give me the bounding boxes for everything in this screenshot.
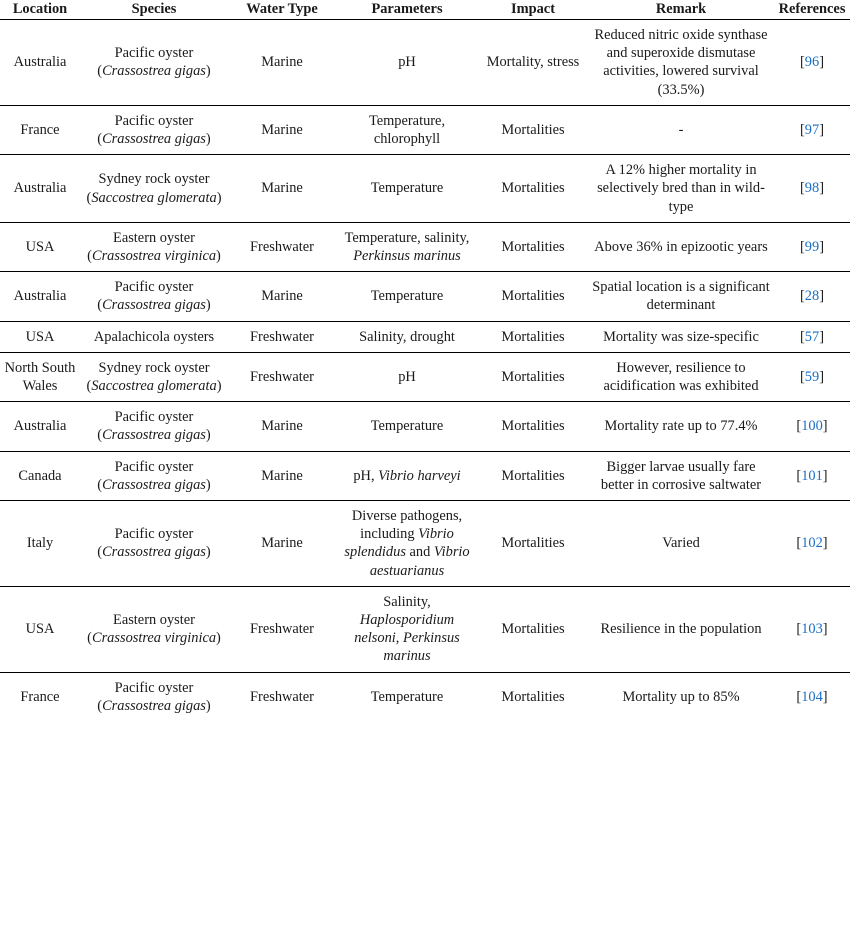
parameters-cell <box>336 672 478 721</box>
species-paren-open: ( <box>97 697 103 714</box>
species-paren-close: ) <box>216 189 222 206</box>
parameters-cell <box>336 20 478 106</box>
water-type-cell: Freshwater <box>228 586 336 672</box>
species-cell <box>80 105 228 154</box>
parameter-text: Temperature, salinity, <box>344 229 470 246</box>
remark-cell: Mortality rate up to 77.4% <box>588 402 774 451</box>
parameter-text: Temperature, chlorophyll <box>368 112 446 148</box>
species-scientific-name: Crassostrea virginica <box>91 630 217 647</box>
species-paren-close: ) <box>205 697 211 714</box>
parameter-text: Temperature <box>370 418 444 435</box>
species-common-name: Sydney rock oyster <box>98 171 210 188</box>
location-cell: Italy <box>0 501 80 587</box>
species-paren-close: ) <box>205 544 211 561</box>
parameter-organism: Perkinsus marinus <box>353 248 461 265</box>
species-common-name: Apalachicola oysters <box>93 328 215 345</box>
species-paren-open: ( <box>97 476 103 493</box>
reference-cell: [100] <box>774 402 850 451</box>
species-paren-open: ( <box>97 427 103 444</box>
location-cell: USA <box>0 586 80 672</box>
remark-cell: Varied <box>588 501 774 587</box>
species-common-name: Pacific oyster <box>114 45 194 62</box>
species-paren-open: ( <box>86 189 92 206</box>
reference-cell: [102] <box>774 501 850 587</box>
header-row <box>0 0 850 20</box>
species-scientific-name: Crassostrea gigas <box>102 476 206 493</box>
parameters-cell <box>336 155 478 223</box>
water-type-cell: Marine <box>228 402 336 451</box>
parameter-text: Temperature <box>370 288 444 305</box>
parameters-cell <box>336 451 478 500</box>
parameter-text: pH <box>398 368 416 385</box>
species-common-name: Pacific oyster <box>114 526 194 543</box>
impact-cell: Mortalities <box>478 272 588 321</box>
species-common-name: Pacific oyster <box>114 409 194 426</box>
species-cell <box>80 451 228 500</box>
species-paren-close: ) <box>216 378 222 395</box>
species-paren-close: ) <box>216 630 221 647</box>
water-type-cell: Freshwater <box>228 352 336 401</box>
location-cell: Australia <box>0 272 80 321</box>
table-row <box>0 321 850 352</box>
reference-link[interactable]: 101 <box>801 467 823 484</box>
species-cell <box>80 672 228 721</box>
species-cell <box>80 501 228 587</box>
water-type-cell: Marine <box>228 272 336 321</box>
species-common-name: Pacific oyster <box>114 458 194 475</box>
header-remark: Remark <box>588 0 774 20</box>
reference-cell: [57] <box>774 321 850 352</box>
species-cell <box>80 155 228 223</box>
water-type-cell: Marine <box>228 155 336 223</box>
reference-cell: [96] <box>774 20 850 106</box>
parameter-text: Temperature <box>370 180 444 197</box>
parameter-text: Diverse pathogens, including <box>351 508 463 543</box>
parameters-cell <box>336 402 478 451</box>
reference-link[interactable]: 104 <box>801 688 823 705</box>
reference-cell: [99] <box>774 222 850 271</box>
parameters-cell <box>336 352 478 401</box>
impact-cell: Mortalities <box>478 451 588 500</box>
remark-cell: Resilience in the population <box>588 586 774 672</box>
impact-cell: Mortalities <box>478 586 588 672</box>
species-paren-open: ( <box>87 630 92 647</box>
reference-cell: [28] <box>774 272 850 321</box>
table-row <box>0 352 850 401</box>
remark-cell: - <box>588 105 774 154</box>
species-paren-close: ) <box>205 427 211 444</box>
header-references: References <box>774 0 850 20</box>
water-type-cell: Freshwater <box>228 321 336 352</box>
parameter-text: pH <box>398 54 416 71</box>
impact-cell: Mortalities <box>478 352 588 401</box>
location-cell: Australia <box>0 402 80 451</box>
reference-link[interactable]: 102 <box>801 535 823 552</box>
reference-cell: [104] <box>796 688 828 705</box>
reference-link[interactable]: 100 <box>801 418 823 435</box>
water-type-cell: Marine <box>228 451 336 500</box>
species-paren-close: ) <box>216 248 221 265</box>
parameter-organism: Vibrio harveyi <box>378 467 461 484</box>
impact-cell: Mortalities <box>478 155 588 223</box>
species-paren-open: ( <box>97 131 103 148</box>
remark-cell: Above 36% in epizootic years <box>588 222 774 271</box>
table-row <box>0 451 850 500</box>
header-location: Location <box>0 0 80 20</box>
parameter-text: and <box>405 544 434 561</box>
parameters-cell <box>336 105 478 154</box>
impact-cell: Mortalities <box>478 222 588 271</box>
reference-cell: [103] <box>774 586 850 672</box>
table-row <box>0 501 850 587</box>
header-parameters: Parameters <box>336 0 478 20</box>
species-common-name: Eastern oyster <box>113 612 195 629</box>
parameter-text: Temperature <box>370 688 444 705</box>
impact-cell: Mortalities <box>501 688 565 705</box>
location-cell: Australia <box>0 155 80 223</box>
parameter-organism: Vibrio aestuarianus <box>369 544 470 579</box>
location-cell: Canada <box>0 451 80 500</box>
species-common-name: Pacific oyster <box>114 279 194 296</box>
remark-cell: Bigger larvae usually fare better in corrosive saltwater <box>588 451 774 500</box>
table-row <box>0 672 850 721</box>
reference-link[interactable]: 103 <box>801 621 823 638</box>
species-scientific-name: Saccostrea glomerata <box>91 378 217 395</box>
remark-cell: Mortality up to 85% <box>622 688 740 705</box>
species-paren-close: ) <box>205 63 211 80</box>
species-scientific-name: Crassostrea gigas <box>102 297 206 314</box>
table-row <box>0 222 850 271</box>
remark-cell: However, resilience to acidification was exhibited <box>588 352 774 401</box>
parameter-text: , <box>395 630 403 647</box>
parameters-cell <box>336 501 478 587</box>
table-row <box>0 272 850 321</box>
reference-cell: [101] <box>774 451 850 500</box>
location-cell: North South Wales <box>0 352 80 401</box>
species-scientific-name: Crassostrea gigas <box>102 131 206 148</box>
parameter-text: pH, <box>353 467 379 484</box>
table-row <box>0 155 850 223</box>
species-paren-open: ( <box>97 63 103 80</box>
species-scientific-name: Crassostrea gigas <box>102 544 206 561</box>
header-water-type: Water Type <box>228 0 336 20</box>
species-scientific-name: Crassostrea virginica <box>91 248 217 265</box>
reference-link[interactable]: 59 <box>804 368 820 385</box>
parameters-cell <box>336 222 478 271</box>
species-paren-open: ( <box>86 378 92 395</box>
species-scientific-name: Crassostrea gigas <box>102 697 206 714</box>
table-row <box>0 586 850 672</box>
species-scientific-name: Saccostrea glomerata <box>91 189 217 206</box>
species-cell <box>80 321 228 352</box>
parameter-text: Salinity, <box>383 593 431 610</box>
parameters-cell <box>336 586 478 672</box>
parameter-organism: Vibrio splendidus <box>344 526 454 561</box>
remark-cell: Reduced nitric oxide synthase and superoxide dismutase activities, lowered survival (33.5%) <box>588 20 774 106</box>
remark-cell: Spatial location is a significant determinant <box>588 272 774 321</box>
table-row <box>0 20 850 106</box>
reference-link[interactable]: 57 <box>804 328 820 345</box>
species-cell <box>80 272 228 321</box>
species-paren-close: ) <box>205 297 211 314</box>
table-row <box>0 105 850 154</box>
parameter-organism: Haplosporidium nelsoni <box>354 612 455 647</box>
reference-cell: [97] <box>774 105 850 154</box>
table-row <box>0 402 850 451</box>
species-common-name: Pacific oyster <box>114 679 194 696</box>
location-cell: France <box>0 105 80 154</box>
location-cell: Australia <box>0 20 80 106</box>
parameter-organism: Perkinsus marinus <box>383 630 460 665</box>
species-cell <box>80 586 228 672</box>
reference-cell: [59] <box>774 352 850 401</box>
species-cell <box>80 222 228 271</box>
species-scientific-name: Crassostrea gigas <box>102 63 206 80</box>
water-type-cell: Freshwater <box>250 688 314 705</box>
reference-link[interactable]: 96 <box>804 54 820 71</box>
impact-cell: Mortalities <box>478 105 588 154</box>
parameters-cell <box>336 321 478 352</box>
remark-cell: A 12% higher mortality in selectively bred than in wild-type <box>588 155 774 223</box>
parameters-cell <box>336 272 478 321</box>
location-cell: USA <box>0 222 80 271</box>
location-cell: USA <box>0 321 80 352</box>
water-type-cell: Marine <box>228 20 336 106</box>
header-species: Species <box>80 0 228 20</box>
species-paren-close: ) <box>205 131 211 148</box>
water-type-cell: Marine <box>228 501 336 587</box>
species-paren-open: ( <box>97 297 103 314</box>
water-type-cell: Marine <box>228 105 336 154</box>
species-scientific-name: Crassostrea gigas <box>102 427 206 444</box>
species-paren-close: ) <box>205 476 211 493</box>
impact-cell: Mortalities <box>478 501 588 587</box>
impact-cell: Mortalities <box>478 402 588 451</box>
species-paren-open: ( <box>87 248 92 265</box>
impact-cell: Mortality, stress <box>478 20 588 106</box>
species-common-name: Pacific oyster <box>114 112 194 129</box>
species-paren-open: ( <box>97 544 103 561</box>
water-type-cell: Freshwater <box>228 222 336 271</box>
species-cell <box>80 352 228 401</box>
species-common-name: Sydney rock oyster <box>98 359 210 376</box>
header-impact: Impact <box>478 0 588 20</box>
reference-link[interactable]: 99 <box>804 238 820 255</box>
reference-cell: [98] <box>774 155 850 223</box>
location-cell: France <box>20 688 60 705</box>
species-cell <box>80 20 228 106</box>
impact-cell: Mortalities <box>478 321 588 352</box>
species-common-name: Eastern oyster <box>113 229 195 246</box>
species-cell <box>80 402 228 451</box>
parameter-text: Salinity, drought <box>359 328 455 345</box>
remark-cell: Mortality was size-specific <box>588 321 774 352</box>
reference-link[interactable]: 28 <box>804 288 820 305</box>
reference-link[interactable]: 98 <box>804 180 820 197</box>
reference-link[interactable]: 97 <box>804 121 820 138</box>
